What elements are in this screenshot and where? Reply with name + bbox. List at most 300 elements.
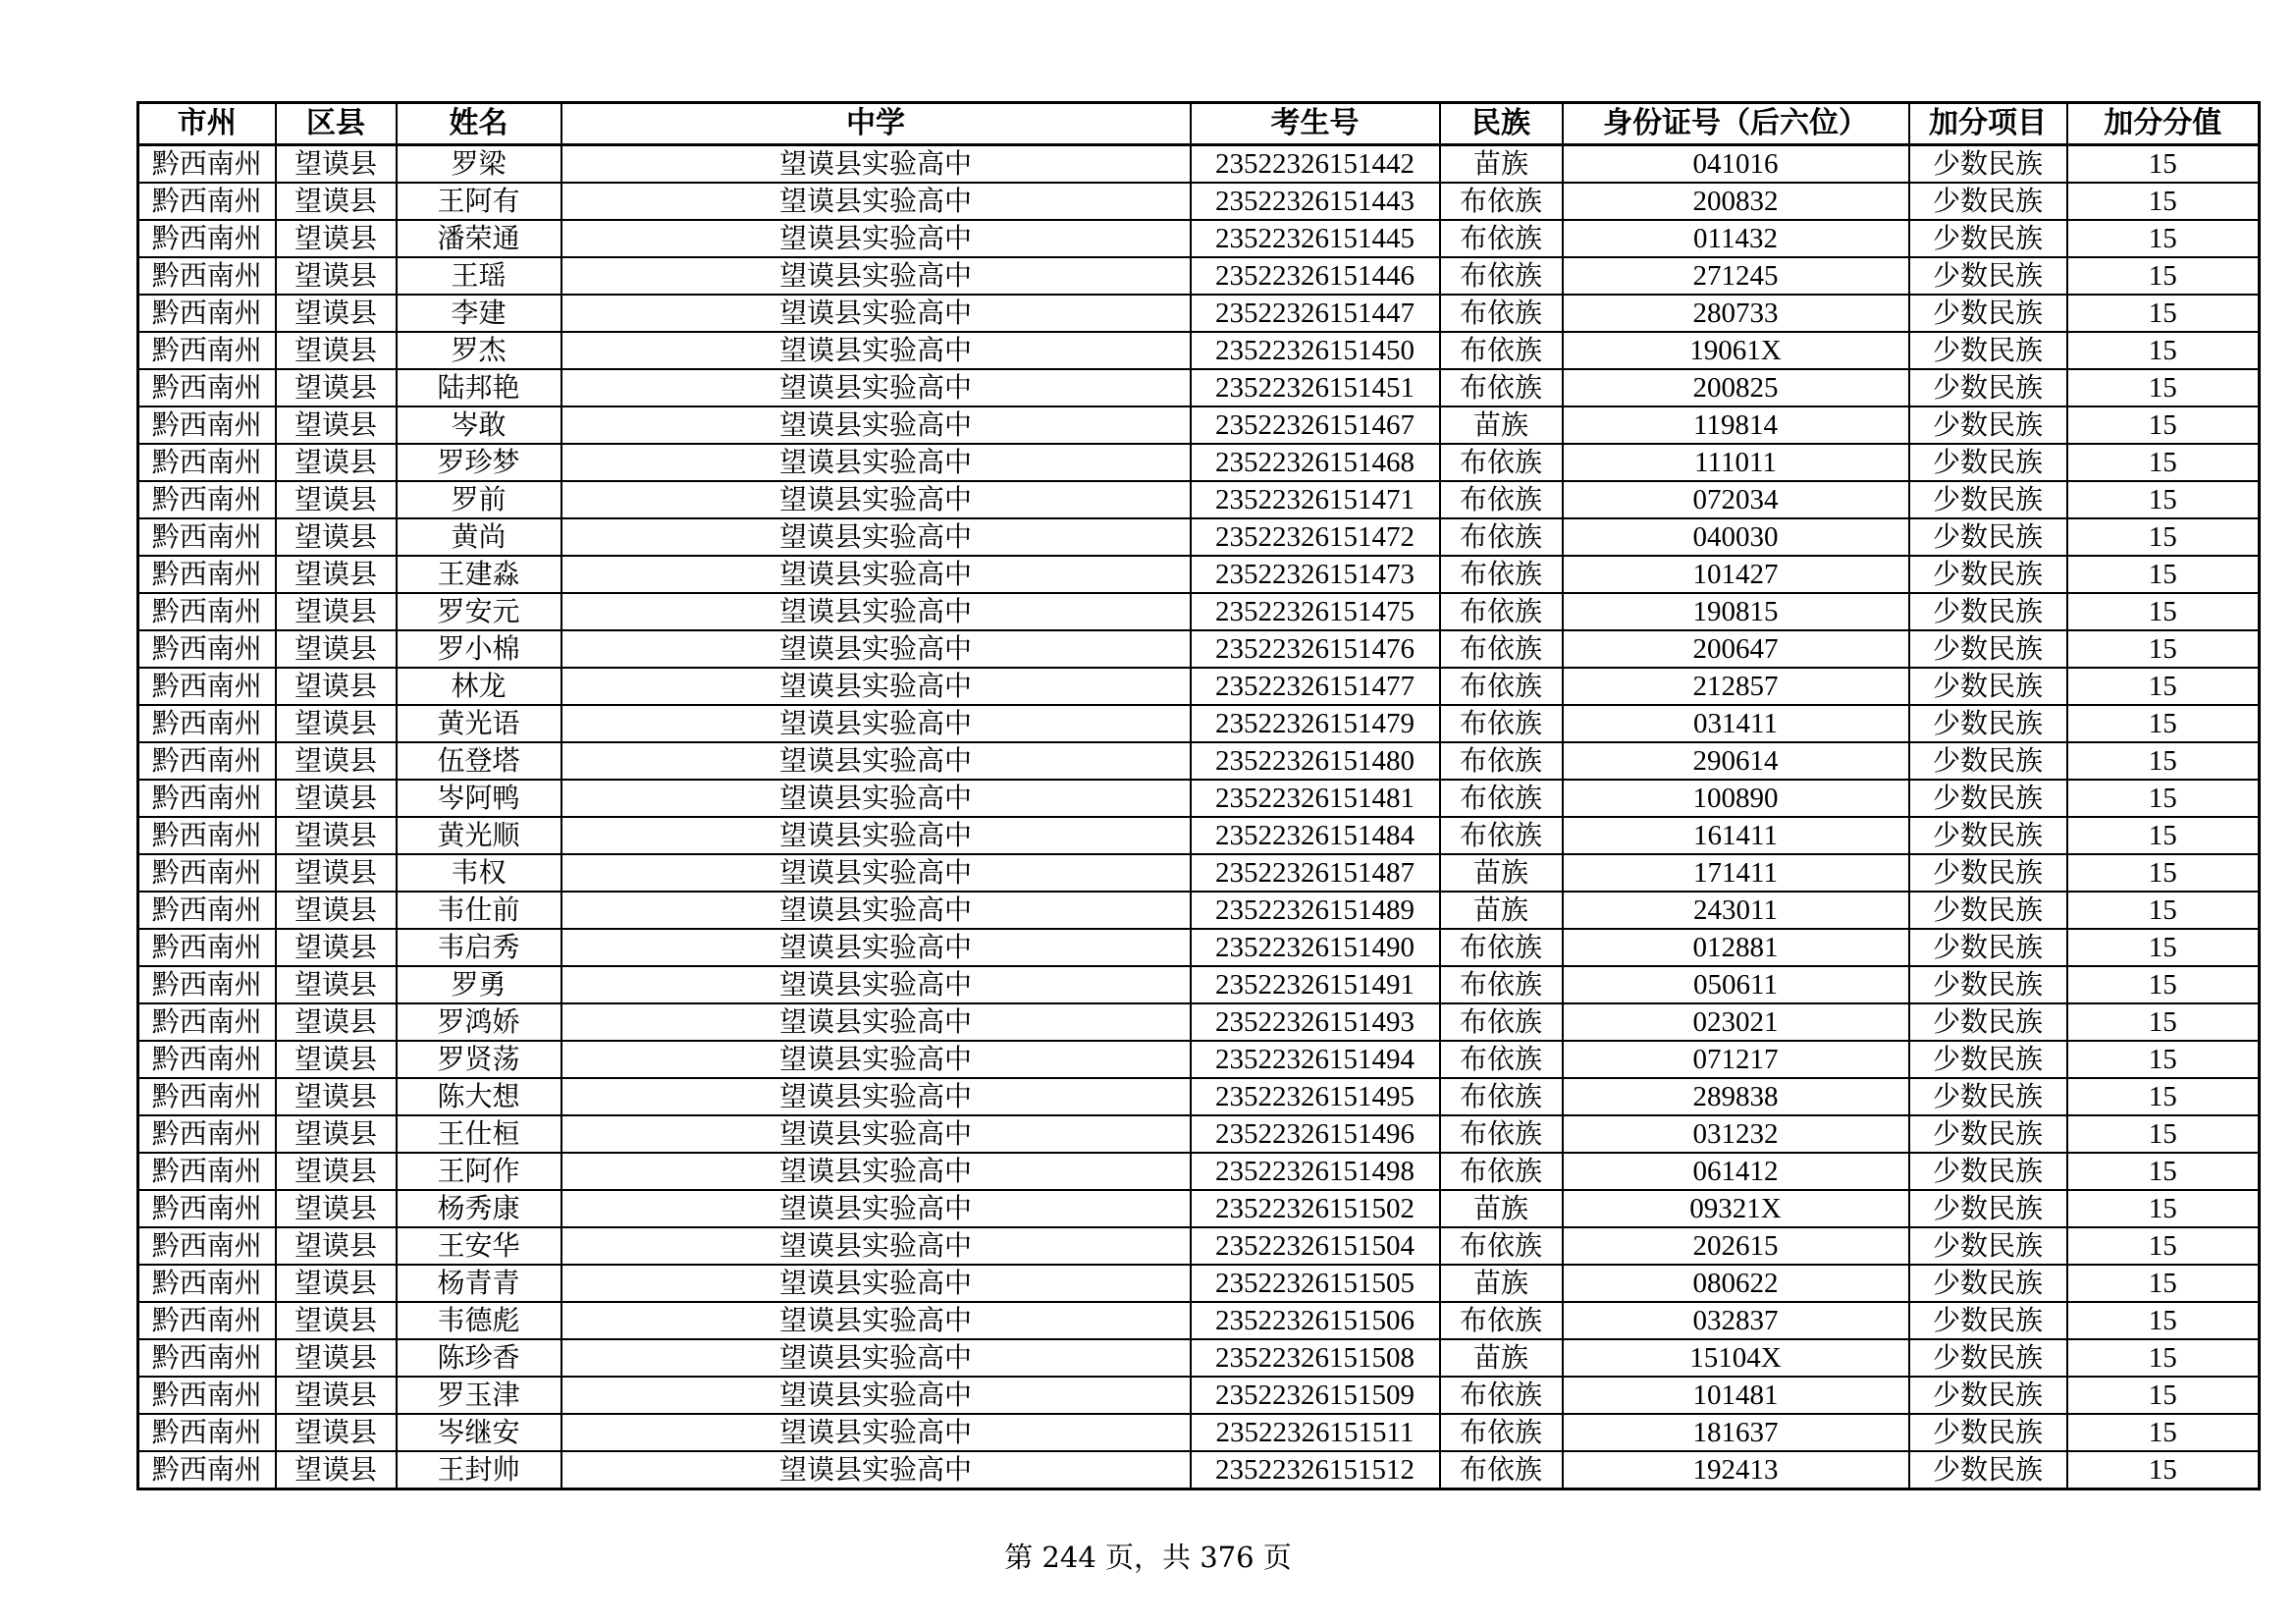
name-cell: 罗鸿娇 — [397, 1003, 561, 1041]
name-cell: 韦启秀 — [397, 929, 561, 966]
school-cell: 望谟县实验高中 — [561, 1265, 1191, 1302]
school-cell: 望谟县实验高中 — [561, 929, 1191, 966]
id-suffix-cell: 200832 — [1563, 183, 1909, 220]
id-suffix-cell: 202615 — [1563, 1227, 1909, 1265]
county-cell: 望谟县 — [276, 929, 397, 966]
city-cell: 黔西南州 — [138, 1302, 276, 1339]
ethnicity-cell: 布依族 — [1440, 1302, 1563, 1339]
id-suffix-cell: 19061X — [1563, 332, 1909, 369]
bonus-value-cell: 15 — [2067, 1003, 2260, 1041]
table-header — [138, 103, 2260, 145]
bonus-item-cell: 少数民族 — [1909, 892, 2067, 929]
bonus-value-cell: 15 — [2067, 630, 2260, 668]
name-cell: 罗杰 — [397, 332, 561, 369]
column-header-city: 市州 — [138, 103, 276, 145]
table-row — [138, 332, 2260, 369]
id-suffix-cell: 072034 — [1563, 481, 1909, 518]
table-row — [138, 1451, 2260, 1489]
exam-number-cell: 23522326151442 — [1191, 145, 1440, 184]
bonus-value-cell: 15 — [2067, 220, 2260, 257]
city-cell: 黔西南州 — [138, 929, 276, 966]
bonus-value-cell: 15 — [2067, 481, 2260, 518]
school-cell: 望谟县实验高中 — [561, 183, 1191, 220]
exam-number-cell: 23522326151443 — [1191, 183, 1440, 220]
exam-number-cell: 23522326151509 — [1191, 1377, 1440, 1414]
county-cell: 望谟县 — [276, 630, 397, 668]
exam-number-cell: 23522326151502 — [1191, 1190, 1440, 1227]
name-cell: 黄光顺 — [397, 817, 561, 854]
name-cell: 罗玉津 — [397, 1377, 561, 1414]
id-suffix-cell: 111011 — [1563, 444, 1909, 481]
city-cell: 黔西南州 — [138, 1078, 276, 1115]
exam-number-cell: 23522326151498 — [1191, 1153, 1440, 1190]
bonus-item-cell: 少数民族 — [1909, 1115, 2067, 1153]
exam-number-cell: 23522326151487 — [1191, 854, 1440, 892]
ethnicity-cell: 苗族 — [1440, 145, 1563, 184]
school-cell: 望谟县实验高中 — [561, 295, 1191, 332]
id-suffix-cell: 290614 — [1563, 742, 1909, 780]
bonus-value-cell: 15 — [2067, 817, 2260, 854]
table-row — [138, 257, 2260, 295]
ethnicity-cell: 布依族 — [1440, 966, 1563, 1003]
bonus-value-cell: 15 — [2067, 929, 2260, 966]
table-row — [138, 1003, 2260, 1041]
exam-number-cell: 23522326151489 — [1191, 892, 1440, 929]
bonus-value-cell: 15 — [2067, 1115, 2260, 1153]
exam-number-cell: 23522326151512 — [1191, 1451, 1440, 1489]
exam-number-cell: 23522326151493 — [1191, 1003, 1440, 1041]
bonus-points-table — [136, 101, 2261, 1490]
id-suffix-cell: 271245 — [1563, 257, 1909, 295]
column-header-bonus-item: 加分项目 — [1909, 103, 2067, 145]
bonus-value-cell: 15 — [2067, 892, 2260, 929]
bonus-value-cell: 15 — [2067, 556, 2260, 593]
column-header-ethnicity: 民族 — [1440, 103, 1563, 145]
city-cell: 黔西南州 — [138, 481, 276, 518]
city-cell: 黔西南州 — [138, 1451, 276, 1489]
bonus-value-cell: 15 — [2067, 183, 2260, 220]
ethnicity-cell: 苗族 — [1440, 406, 1563, 444]
county-cell: 望谟县 — [276, 1451, 397, 1489]
bonus-value-cell: 15 — [2067, 780, 2260, 817]
table-row — [138, 1339, 2260, 1377]
bonus-item-cell: 少数民族 — [1909, 593, 2067, 630]
id-suffix-cell: 071217 — [1563, 1041, 1909, 1078]
id-suffix-cell: 192413 — [1563, 1451, 1909, 1489]
ethnicity-cell: 布依族 — [1440, 705, 1563, 742]
school-cell: 望谟县实验高中 — [561, 742, 1191, 780]
ethnicity-cell: 苗族 — [1440, 1190, 1563, 1227]
exam-number-cell: 23522326151451 — [1191, 369, 1440, 406]
city-cell: 黔西南州 — [138, 668, 276, 705]
bonus-value-cell: 15 — [2067, 854, 2260, 892]
school-cell: 望谟县实验高中 — [561, 1003, 1191, 1041]
table-row — [138, 406, 2260, 444]
bonus-item-cell: 少数民族 — [1909, 1339, 2067, 1377]
ethnicity-cell: 布依族 — [1440, 1414, 1563, 1451]
ethnicity-cell: 布依族 — [1440, 481, 1563, 518]
city-cell: 黔西南州 — [138, 556, 276, 593]
name-cell: 林龙 — [397, 668, 561, 705]
name-cell: 王阿作 — [397, 1153, 561, 1190]
bonus-item-cell: 少数民族 — [1909, 1451, 2067, 1489]
ethnicity-cell: 布依族 — [1440, 369, 1563, 406]
school-cell: 望谟县实验高中 — [561, 1041, 1191, 1078]
id-suffix-cell: 080622 — [1563, 1265, 1909, 1302]
ethnicity-cell: 布依族 — [1440, 1227, 1563, 1265]
exam-number-cell: 23522326151475 — [1191, 593, 1440, 630]
name-cell: 黄尚 — [397, 518, 561, 556]
bonus-item-cell: 少数民族 — [1909, 369, 2067, 406]
name-cell: 罗安元 — [397, 593, 561, 630]
column-header-exam-number: 考生号 — [1191, 103, 1440, 145]
table-row — [138, 817, 2260, 854]
exam-number-cell: 23522326151490 — [1191, 929, 1440, 966]
bonus-value-cell: 15 — [2067, 668, 2260, 705]
city-cell: 黔西南州 — [138, 183, 276, 220]
exam-number-cell: 23522326151472 — [1191, 518, 1440, 556]
county-cell: 望谟县 — [276, 1302, 397, 1339]
county-cell: 望谟县 — [276, 1265, 397, 1302]
ethnicity-cell: 布依族 — [1440, 1377, 1563, 1414]
name-cell: 罗珍梦 — [397, 444, 561, 481]
bonus-value-cell: 15 — [2067, 1451, 2260, 1489]
table-row — [138, 1414, 2260, 1451]
bonus-value-cell: 15 — [2067, 1041, 2260, 1078]
city-cell: 黔西南州 — [138, 1190, 276, 1227]
county-cell: 望谟县 — [276, 892, 397, 929]
exam-number-cell: 23522326151445 — [1191, 220, 1440, 257]
column-header-county: 区县 — [276, 103, 397, 145]
table-row — [138, 593, 2260, 630]
county-cell: 望谟县 — [276, 1377, 397, 1414]
id-suffix-cell: 031232 — [1563, 1115, 1909, 1153]
school-cell: 望谟县实验高中 — [561, 518, 1191, 556]
exam-number-cell: 23522326151471 — [1191, 481, 1440, 518]
bonus-item-cell: 少数民族 — [1909, 817, 2067, 854]
id-suffix-cell: 190815 — [1563, 593, 1909, 630]
id-suffix-cell: 041016 — [1563, 145, 1909, 184]
city-cell: 黔西南州 — [138, 966, 276, 1003]
id-suffix-cell: 012881 — [1563, 929, 1909, 966]
exam-number-cell: 23522326151506 — [1191, 1302, 1440, 1339]
table-row — [138, 183, 2260, 220]
bonus-value-cell: 15 — [2067, 742, 2260, 780]
name-cell: 王安华 — [397, 1227, 561, 1265]
ethnicity-cell: 布依族 — [1440, 444, 1563, 481]
table-row — [138, 780, 2260, 817]
school-cell: 望谟县实验高中 — [561, 854, 1191, 892]
exam-number-cell: 23522326151479 — [1191, 705, 1440, 742]
bonus-item-cell: 少数民族 — [1909, 145, 2067, 184]
county-cell: 望谟县 — [276, 705, 397, 742]
name-cell: 王瑶 — [397, 257, 561, 295]
table-row — [138, 1153, 2260, 1190]
county-cell: 望谟县 — [276, 481, 397, 518]
city-cell: 黔西南州 — [138, 1041, 276, 1078]
bonus-item-cell: 少数民族 — [1909, 1078, 2067, 1115]
exam-number-cell: 23522326151496 — [1191, 1115, 1440, 1153]
county-cell: 望谟县 — [276, 332, 397, 369]
bonus-item-cell: 少数民族 — [1909, 966, 2067, 1003]
id-suffix-cell: 031411 — [1563, 705, 1909, 742]
table-row — [138, 145, 2260, 184]
exam-number-cell: 23522326151473 — [1191, 556, 1440, 593]
school-cell: 望谟县实验高中 — [561, 369, 1191, 406]
school-cell: 望谟县实验高中 — [561, 630, 1191, 668]
city-cell: 黔西南州 — [138, 1227, 276, 1265]
school-cell: 望谟县实验高中 — [561, 406, 1191, 444]
name-cell: 罗前 — [397, 481, 561, 518]
school-cell: 望谟县实验高中 — [561, 1339, 1191, 1377]
table-row — [138, 518, 2260, 556]
exam-number-cell: 23522326151450 — [1191, 332, 1440, 369]
id-suffix-cell: 100890 — [1563, 780, 1909, 817]
table-row — [138, 1227, 2260, 1265]
bonus-value-cell: 15 — [2067, 1339, 2260, 1377]
county-cell: 望谟县 — [276, 966, 397, 1003]
ethnicity-cell: 布依族 — [1440, 630, 1563, 668]
table-row — [138, 668, 2260, 705]
name-cell: 杨秀康 — [397, 1190, 561, 1227]
county-cell: 望谟县 — [276, 369, 397, 406]
name-cell: 岑敢 — [397, 406, 561, 444]
table-row — [138, 1377, 2260, 1414]
bonus-value-cell: 15 — [2067, 444, 2260, 481]
name-cell: 陈珍香 — [397, 1339, 561, 1377]
city-cell: 黔西南州 — [138, 742, 276, 780]
exam-number-cell: 23522326151477 — [1191, 668, 1440, 705]
city-cell: 黔西南州 — [138, 1414, 276, 1451]
bonus-value-cell: 15 — [2067, 966, 2260, 1003]
bonus-item-cell: 少数民族 — [1909, 1227, 2067, 1265]
bonus-value-cell: 15 — [2067, 369, 2260, 406]
bonus-value-cell: 15 — [2067, 1302, 2260, 1339]
id-suffix-cell: 171411 — [1563, 854, 1909, 892]
id-suffix-cell: 101427 — [1563, 556, 1909, 593]
table-row — [138, 1265, 2260, 1302]
ethnicity-cell: 布依族 — [1440, 593, 1563, 630]
id-suffix-cell: 101481 — [1563, 1377, 1909, 1414]
school-cell: 望谟县实验高中 — [561, 966, 1191, 1003]
city-cell: 黔西南州 — [138, 1003, 276, 1041]
exam-number-cell: 23522326151494 — [1191, 1041, 1440, 1078]
table-row — [138, 556, 2260, 593]
id-suffix-cell: 119814 — [1563, 406, 1909, 444]
name-cell: 韦德彪 — [397, 1302, 561, 1339]
county-cell: 望谟县 — [276, 556, 397, 593]
id-suffix-cell: 200647 — [1563, 630, 1909, 668]
bonus-item-cell: 少数民族 — [1909, 854, 2067, 892]
bonus-value-cell: 15 — [2067, 145, 2260, 184]
name-cell: 陆邦艳 — [397, 369, 561, 406]
ethnicity-cell: 布依族 — [1440, 257, 1563, 295]
county-cell: 望谟县 — [276, 145, 397, 184]
bonus-value-cell: 15 — [2067, 1377, 2260, 1414]
county-cell: 望谟县 — [276, 1339, 397, 1377]
county-cell: 望谟县 — [276, 518, 397, 556]
ethnicity-cell: 布依族 — [1440, 556, 1563, 593]
bonus-item-cell: 少数民族 — [1909, 406, 2067, 444]
exam-number-cell: 23522326151476 — [1191, 630, 1440, 668]
county-cell: 望谟县 — [276, 1414, 397, 1451]
table-row — [138, 1190, 2260, 1227]
ethnicity-cell: 布依族 — [1440, 1041, 1563, 1078]
school-cell: 望谟县实验高中 — [561, 668, 1191, 705]
bonus-item-cell: 少数民族 — [1909, 332, 2067, 369]
ethnicity-cell: 布依族 — [1440, 742, 1563, 780]
name-cell: 韦仕前 — [397, 892, 561, 929]
county-cell: 望谟县 — [276, 1078, 397, 1115]
column-header-school: 中学 — [561, 103, 1191, 145]
table-row — [138, 444, 2260, 481]
city-cell: 黔西南州 — [138, 1153, 276, 1190]
school-cell: 望谟县实验高中 — [561, 257, 1191, 295]
bonus-value-cell: 15 — [2067, 593, 2260, 630]
exam-number-cell: 23522326151511 — [1191, 1414, 1440, 1451]
bonus-item-cell: 少数民族 — [1909, 481, 2067, 518]
bonus-item-cell: 少数民族 — [1909, 630, 2067, 668]
bonus-value-cell: 15 — [2067, 406, 2260, 444]
bonus-item-cell: 少数民族 — [1909, 556, 2067, 593]
ethnicity-cell: 布依族 — [1440, 929, 1563, 966]
id-suffix-cell: 15104X — [1563, 1339, 1909, 1377]
bonus-value-cell: 15 — [2067, 1153, 2260, 1190]
county-cell: 望谟县 — [276, 257, 397, 295]
county-cell: 望谟县 — [276, 406, 397, 444]
county-cell: 望谟县 — [276, 1227, 397, 1265]
bonus-item-cell: 少数民族 — [1909, 220, 2067, 257]
school-cell: 望谟县实验高中 — [561, 1451, 1191, 1489]
school-cell: 望谟县实验高中 — [561, 817, 1191, 854]
id-suffix-cell: 212857 — [1563, 668, 1909, 705]
ethnicity-cell: 布依族 — [1440, 295, 1563, 332]
county-cell: 望谟县 — [276, 1115, 397, 1153]
ethnicity-cell: 布依族 — [1440, 668, 1563, 705]
ethnicity-cell: 布依族 — [1440, 1078, 1563, 1115]
name-cell: 伍登塔 — [397, 742, 561, 780]
bonus-item-cell: 少数民族 — [1909, 1003, 2067, 1041]
table-row — [138, 295, 2260, 332]
bonus-value-cell: 15 — [2067, 705, 2260, 742]
exam-number-cell: 23522326151508 — [1191, 1339, 1440, 1377]
county-cell: 望谟县 — [276, 780, 397, 817]
bonus-item-cell: 少数民族 — [1909, 742, 2067, 780]
table-row — [138, 854, 2260, 892]
ethnicity-cell: 布依族 — [1440, 1003, 1563, 1041]
id-suffix-cell: 200825 — [1563, 369, 1909, 406]
school-cell: 望谟县实验高中 — [561, 705, 1191, 742]
bonus-value-cell: 15 — [2067, 1227, 2260, 1265]
county-cell: 望谟县 — [276, 1003, 397, 1041]
table-row — [138, 220, 2260, 257]
city-cell: 黔西南州 — [138, 1339, 276, 1377]
table-row — [138, 1078, 2260, 1115]
school-cell: 望谟县实验高中 — [561, 1377, 1191, 1414]
ethnicity-cell: 苗族 — [1440, 1265, 1563, 1302]
city-cell: 黔西南州 — [138, 854, 276, 892]
table-row — [138, 929, 2260, 966]
school-cell: 望谟县实验高中 — [561, 1190, 1191, 1227]
ethnicity-cell: 布依族 — [1440, 780, 1563, 817]
exam-number-cell: 23522326151446 — [1191, 257, 1440, 295]
school-cell: 望谟县实验高中 — [561, 1414, 1191, 1451]
id-suffix-cell: 023021 — [1563, 1003, 1909, 1041]
bonus-value-cell: 15 — [2067, 518, 2260, 556]
bonus-item-cell: 少数民族 — [1909, 1265, 2067, 1302]
exam-number-cell: 23522326151480 — [1191, 742, 1440, 780]
bonus-item-cell: 少数民族 — [1909, 1190, 2067, 1227]
county-cell: 望谟县 — [276, 220, 397, 257]
city-cell: 黔西南州 — [138, 1377, 276, 1414]
bonus-item-cell: 少数民族 — [1909, 1414, 2067, 1451]
city-cell: 黔西南州 — [138, 145, 276, 184]
name-cell: 罗勇 — [397, 966, 561, 1003]
id-suffix-cell: 011432 — [1563, 220, 1909, 257]
school-cell: 望谟县实验高中 — [561, 556, 1191, 593]
bonus-item-cell: 少数民族 — [1909, 1377, 2067, 1414]
exam-number-cell: 23522326151484 — [1191, 817, 1440, 854]
school-cell: 望谟县实验高中 — [561, 145, 1191, 184]
table-row — [138, 1041, 2260, 1078]
name-cell: 王建淼 — [397, 556, 561, 593]
name-cell: 潘荣通 — [397, 220, 561, 257]
id-suffix-cell: 280733 — [1563, 295, 1909, 332]
exam-number-cell: 23522326151495 — [1191, 1078, 1440, 1115]
school-cell: 望谟县实验高中 — [561, 481, 1191, 518]
ethnicity-cell: 布依族 — [1440, 1115, 1563, 1153]
exam-number-cell: 23522326151468 — [1191, 444, 1440, 481]
school-cell: 望谟县实验高中 — [561, 780, 1191, 817]
county-cell: 望谟县 — [276, 1041, 397, 1078]
id-suffix-cell: 050611 — [1563, 966, 1909, 1003]
name-cell: 杨青青 — [397, 1265, 561, 1302]
school-cell: 望谟县实验高中 — [561, 593, 1191, 630]
bonus-item-cell: 少数民族 — [1909, 780, 2067, 817]
county-cell: 望谟县 — [276, 444, 397, 481]
ethnicity-cell: 布依族 — [1440, 1153, 1563, 1190]
school-cell: 望谟县实验高中 — [561, 1302, 1191, 1339]
bonus-value-cell: 15 — [2067, 1265, 2260, 1302]
county-cell: 望谟县 — [276, 817, 397, 854]
bonus-value-cell: 15 — [2067, 1414, 2260, 1451]
table-row — [138, 892, 2260, 929]
county-cell: 望谟县 — [276, 1190, 397, 1227]
bonus-item-cell: 少数民族 — [1909, 518, 2067, 556]
ethnicity-cell: 布依族 — [1440, 183, 1563, 220]
column-header-id-suffix: 身份证号（后六位） — [1563, 103, 1909, 145]
bonus-item-cell: 少数民族 — [1909, 668, 2067, 705]
table-row — [138, 742, 2260, 780]
name-cell: 王封帅 — [397, 1451, 561, 1489]
table-row — [138, 369, 2260, 406]
id-suffix-cell: 09321X — [1563, 1190, 1909, 1227]
exam-number-cell: 23522326151447 — [1191, 295, 1440, 332]
city-cell: 黔西南州 — [138, 817, 276, 854]
table-row — [138, 481, 2260, 518]
name-cell: 李建 — [397, 295, 561, 332]
city-cell: 黔西南州 — [138, 518, 276, 556]
bonus-item-cell: 少数民族 — [1909, 257, 2067, 295]
county-cell: 望谟县 — [276, 295, 397, 332]
city-cell: 黔西南州 — [138, 630, 276, 668]
city-cell: 黔西南州 — [138, 369, 276, 406]
id-suffix-cell: 181637 — [1563, 1414, 1909, 1451]
id-suffix-cell: 161411 — [1563, 817, 1909, 854]
exam-number-cell: 23522326151505 — [1191, 1265, 1440, 1302]
school-cell: 望谟县实验高中 — [561, 444, 1191, 481]
city-cell: 黔西南州 — [138, 444, 276, 481]
